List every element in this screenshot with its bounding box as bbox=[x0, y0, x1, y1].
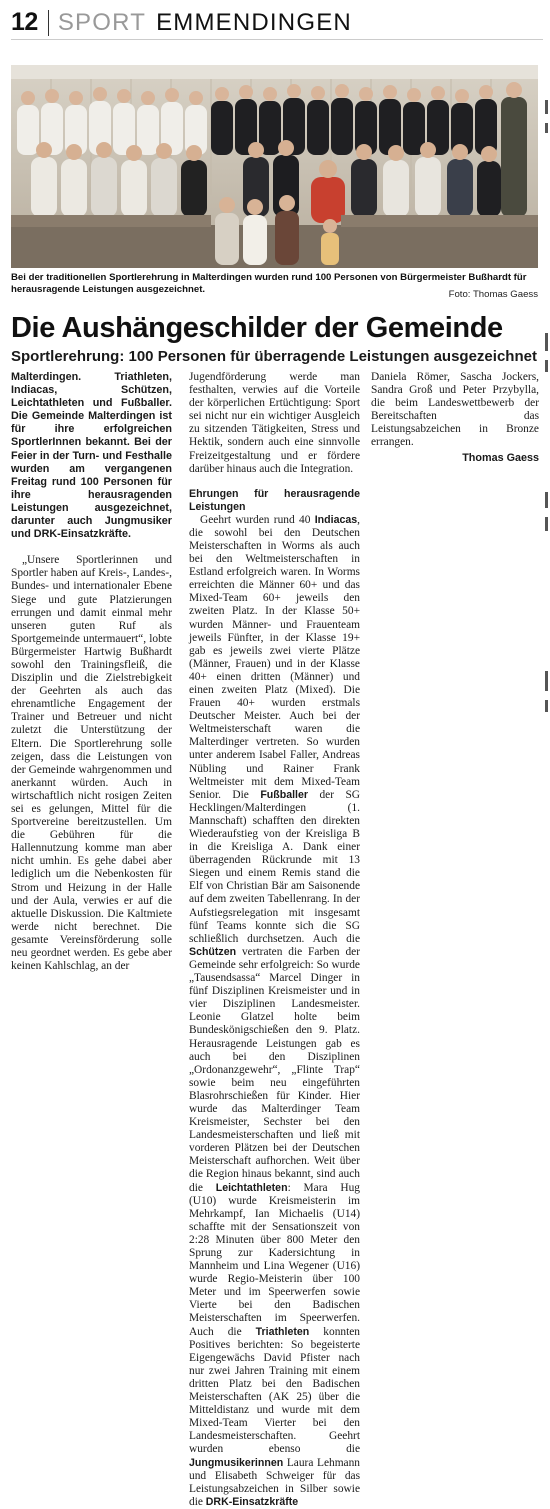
article-paragraph-continued: Daniela Römer, Sascha Jockers, Sandra Groß und Peter Przybylla, die beim Landeswettbewerb der Bereitschaften das Leistungsabzeichen in Bronze errangen. bbox=[371, 371, 539, 449]
keyword-leichtathleten: Leichtathleten bbox=[215, 1181, 288, 1194]
article-subtitle: Ehrungen für herausragende Leistungen bbox=[189, 487, 360, 513]
article-paragraph: „Unsere Sportlerinnen und Sportler haben auf Kreis-, Landes-, Bundes- und internationaler Ebene Siege und gute Platzierungen errungen und damit einmal mehr unseren guten Ruf als Sportgemeinde untermauert“, lobte Bürgermeister Hartwig Bußhardt sowohl den Trainingsfleiß, die Disziplin und die Zielstrebigkeit der Geehrten als auch das ehrenamtliche Engagement der Trainer und Betreuer und nicht zuletzt die Unterstützung der Eltern. Die Sportlerehrung solle zeigen, dass die Leistungen von der Gemeinde wahrgenommen und anerkannt würden. Auch in wirtschaftlich nicht rosigen Zeiten sei es gelungen, Mittel für die Sportvereine bereitzustellen. Um die Gebühren für die Hallennutzung komme man aber nicht umhin. Es gehe dabei aber lediglich um die Nebenkosten für Strom und Heizung in der Halle und der Aula, verwies er auf die aktuelle Diskussion. Die Kaltmiete werde nicht berechnet. Die gesamte Vereinsförderung solle neu geordnet werden. Es gebe aber keinen Kahlschlag, an der bbox=[11, 554, 172, 973]
section-name: SPORT bbox=[57, 8, 147, 36]
page-number: 12 bbox=[11, 8, 38, 36]
article-headline: Die Aushängeschilder der Gemeinde bbox=[11, 312, 503, 344]
keyword-fussballer: Fußballer bbox=[260, 788, 308, 801]
page-header bbox=[11, 6, 543, 40]
group-photo-image bbox=[11, 65, 538, 268]
article-lead: Malterdingen. Triathleten, Indiacas, Schützen, Leichtathleten und Fußballer. Die Gemeinde Malterdingen ist für ihre erfolgreichen SportlerInnen bekannt. Bei der Feier in der Turn- und Festhalle wurden am vergangenen Freitag rund 100 Personen für ihre herausragenden Leistungen ausgezeichnet, darunter auch Jungmusiker und DRK-Einsatzkräfte. bbox=[11, 371, 172, 541]
article-subhead: Sportlerehrung: 100 Personen für überragende Leistungen ausgezeichnet bbox=[11, 348, 537, 365]
section-city: EMMENDINGEN bbox=[156, 8, 352, 36]
keyword-triathleten: Triathleten bbox=[255, 1325, 310, 1338]
photo-credit: Foto: Thomas Gaess bbox=[448, 289, 538, 300]
article-author: Thomas Gaess bbox=[462, 451, 539, 464]
page-edge-fragment bbox=[545, 60, 550, 990]
article-column-3 bbox=[371, 371, 539, 465]
article-paragraph: Geehrt wurden rund 40 Indiacas, die sowohl bei den Deutschen Meisterschaften in Worms als auch bei den Weltmeisterschaften in Estland erfolgreich waren. In Worms erreichten die Männer 60+ und das Mixed-Team 60+ jeweils den zweiten Platz. In der Klasse 50+ wurden Männer- und Frauenteam jeweils Fünfter, in der Klasse 19+ gab es jeweils zwei vierte Plätze (Männer, Frauen) und in der Klasse 40+ einen dritten (Männer) und einen zweiten Platz (Mixed). Die Frauen 40+ wurden erstmals Deutscher Meister. Auch bei der Weltmeisterschaft waren die Malterdinger vertreten. So wurden unter anderem Isabel Faller, Andreas Nübling und Rainer Frank Weltmeister mit dem Mixed-Team Senior. Die Fußballer der SG Hecklingen/Malterdingen (1. Mannschaft) schafften den direkten Wiederaufstieg von der Kreisliga B in die Kreisliga A. Dank einer überragenden Rückrunde mit 13 Siegen und einem Remis stand die Elf von Christian Bär am Saisonende auf dem zweiten Tabellenrang. In der Aufstiegsrelegation mit insgesamt fünf Teams konnte sich die SG schließlich durchsetzen. Auch die Schützen vertraten die Farben der Gemeinde sehr erfolgreich: So wurde „Tausendsassa“ Marcel Dinger in fünf Disziplinen Kreismeister und in vier Disziplinen Landesmeister. Leonie Glatzel holte beim Bundeskönigschießen den 9. Platz. Herausragende Leistungen gab es auch bei den Disziplinen „Ordonanzgewehr“, „Flinte Trap“ sowie beim neu eingeführten Blasrohrschießen für Kinder. Hier wurde das Malterdinger Team Kreismeister, Sechster bei den Landesmeisterschaften und ließ mit vorderen Plätzen bei der Deutschen Meisterschaft aufhorchen. Weit über die Region hinaus bekannt, sind auch die Leichtathleten: Mara Hug (U10) wurde Kreismeisterin im Mehrkampf, Ian Michaelis (U14) schaffte mit der Sensationszeit von 2:28 Minuten über 800 Meter den Sprung zur Kadersichtung in Mannheim und Lina Wegener (U16) wurde Regio-Meisterin über 100 Meter und im Speerwerfen sowie Vierte bei den Badischen Meisterschaften im Speerwerfen. Auch die Triathleten konnten Positives berichten: So begeisterte Eigengewächs David Pfister nach nur zwei Jahren Training mit einem dritten Platz bei den Badischen Meisterschaften (AK 25) über die Mitteldistanz und wurde mit dem Mixed-Team Vierter bei den Landesmeisterschaften. Geehrt wurden ebenso die Jungmusikerinnen Laura Lehmann und Elisabeth Schweiger für das Leistungsabzeichen in Silber sowie die DRK-Einsatzkräfte bbox=[189, 513, 360, 1508]
header-divider bbox=[48, 10, 49, 36]
keyword-indiacas: Indiacas bbox=[314, 513, 358, 526]
keyword-jungmusikerinnen: Jungmusikerinnen bbox=[189, 1456, 284, 1469]
article-column-1 bbox=[11, 371, 172, 973]
article-paragraph-continued: Jugendförderung werde man festhalten, verwies auf die Vorteile der körperlichen Ertüchtigung: Sport sei nicht nur ein wichtiger Ausgleich zu sitzenden Tätigkeiten, Stress und Hektik, sondern auch eine sinnvolle Freizeitgestaltung und er fördere darüber hinaus auch die Integration. bbox=[189, 371, 360, 475]
article-column-2 bbox=[189, 371, 360, 1509]
keyword-schuetzen: Schützen bbox=[189, 945, 237, 958]
keyword-drk: DRK-Einsatzkräfte bbox=[205, 1495, 299, 1508]
group-photo bbox=[11, 65, 538, 268]
photo-caption: Bei der traditionellen Sportlerehrung in Malterdingen wurden rund 100 Personen von Bürgermeister Bußhardt für herausragende Leistungen ausgezeichnet. bbox=[11, 272, 527, 296]
